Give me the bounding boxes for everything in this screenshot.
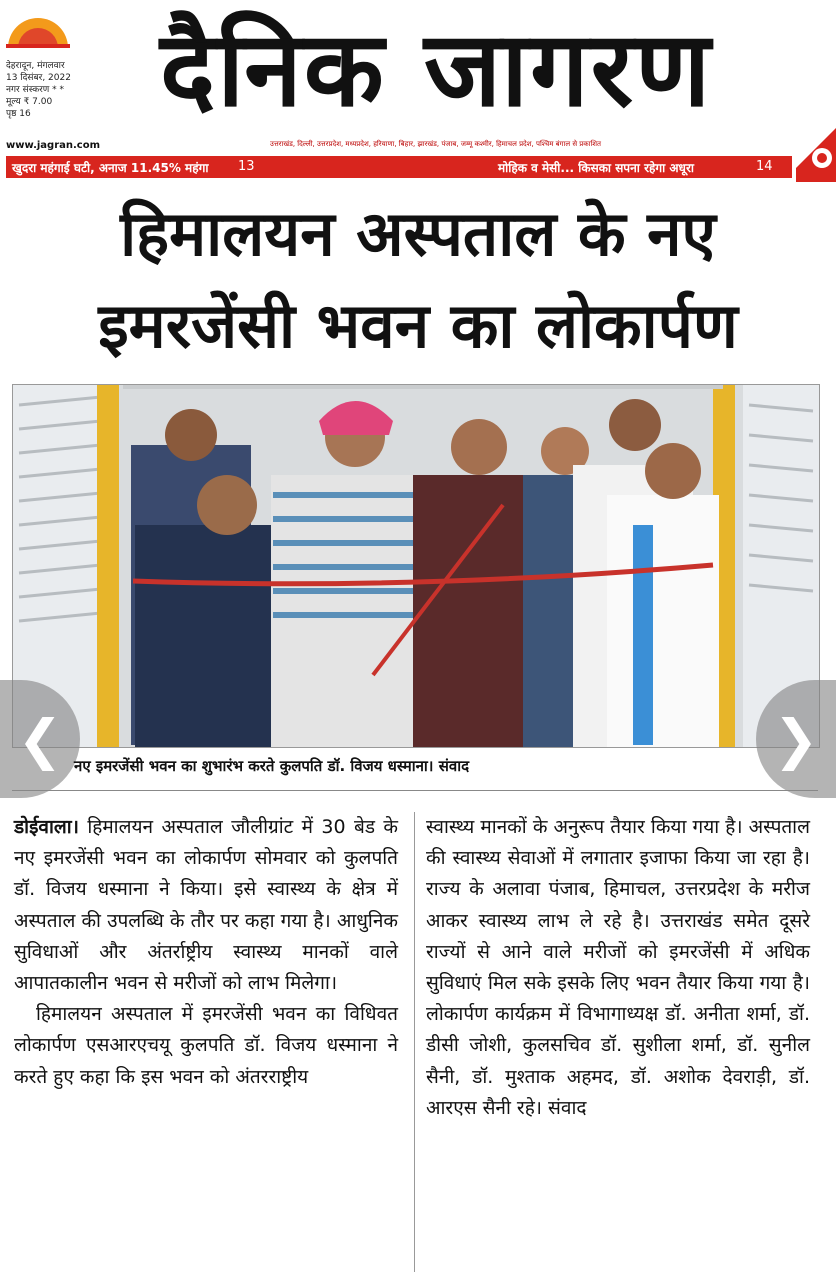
strip-left-teaser[interactable]: खुदरा महंगाई घटी, अनाज 11.45% महंगा xyxy=(12,161,209,175)
jagran-corner-logo xyxy=(796,128,836,182)
article-para-3: स्वास्थ्य मानकों के अनुरूप तैयार किया गया है। अस्पताल की स्वास्थ्य सेवाओं में लगातार इजाफा किया जा रहा है। राज्य के अलावा पंजाब, हिमाचल, उत्तरप्रदेश के मरीज आकर स्वास्थ्य लाभ ले रहे है। उत्तराखंड समेत दूसरे राज्यों से आने वाले मरीजों को इमरजेंसी में अधिक सुविधाएं मिल सके इसके लिए भवन तैयार किया गया है। लोकार्पण कार्यक्रम में विभागाध्यक्ष डॉ. अनीता शर्मा, डॉ. डीसी जोशी, कुलसचिव डॉ. सुशीला शर्मा, डॉ. सुनील सैनी, डॉ. मुश्ताक अहमद, डॉ. अशोक देवराड़ी, डॉ. आरएस सैनी रहे। संवाद xyxy=(426,816,810,1119)
caption-divider xyxy=(12,790,818,791)
page-count: पृष्ठ 16 xyxy=(6,109,31,119)
chevron-left-icon: ❮ xyxy=(17,707,63,771)
article-column-right xyxy=(426,812,810,1124)
article-photo xyxy=(12,384,820,748)
city-day: देहरादून, मंगलवार xyxy=(6,61,65,71)
issue-date: 13 दिसंबर, 2022 xyxy=(6,73,71,83)
newspaper-brand: दैनिक जागरण xyxy=(160,8,713,130)
column-divider xyxy=(414,812,415,1272)
strip-left-page: 13 xyxy=(238,159,255,174)
edition-meta xyxy=(6,60,71,120)
para-1-text: हिमालयन अस्पताल जौलीग्रांट में 30 बेड के नए इमरजेंसी भवन का लोकार्पण सोमवार को कुलपति डॉ. विजय धस्माना ने किया। इसे स्वास्थ्य के क्षेत्र में अस्पताल की उपलब्धि के तौर पर कहा गया है। आधुनिक सुविधाओं और अंतर्राष्ट्रीय स्वास्थ्य मानकों वाले आपातकालीन भवन से मरीजों को लाभ मिलेगा। xyxy=(14,816,398,995)
website-link[interactable]: www.jagran.com xyxy=(6,140,101,151)
strip-right-teaser[interactable]: मोहिक व मेसी... किसका सपना रहेगा अधूरा xyxy=(498,161,694,175)
edition-label: नगर संस्करण * * xyxy=(6,85,65,95)
article-para-2: हिमालयन अस्पताल में इमरजेंसी भवन का विधिवत लोकार्पण एसआरएचयू कुलपति डॉ. विजय धस्माना ने करते हुए कहा कि इस भवन को अंतरराष्ट्रीय xyxy=(14,1003,398,1088)
price-label: मूल्य ₹ 7.00 xyxy=(6,97,53,107)
article-column-left xyxy=(14,812,398,1093)
editions-list: उत्तराखंड, दिल्ली, उत्तरप्रदेश, मध्यप्रदेश, हरियाणा, बिहार, झारखंड, पंजाब, जम्मू कश्मीर, हिमाचल प्रदेश, पश्चिम बंगाल से प्रकाशित xyxy=(270,140,602,148)
headline-line-1: हिमालयन अस्पताल के नए xyxy=(120,197,716,270)
article-para-1 xyxy=(14,812,398,999)
chevron-right-icon: ❯ xyxy=(773,707,819,771)
photo-caption: नए इमरजेंसी भवन का शुभारंभ करते कुलपति डॉ. विजय धस्माना। संवाद xyxy=(74,757,470,775)
dateline: डोईवाला। xyxy=(14,816,79,838)
masthead xyxy=(0,0,836,152)
headline-line-2: इमरजेंसी भवन का लोकार्पण xyxy=(98,289,738,362)
photo-illustration xyxy=(13,385,819,747)
strip-right-page: 14 xyxy=(756,159,773,174)
rising-sun-logo xyxy=(6,14,70,48)
article-headline xyxy=(18,188,818,372)
